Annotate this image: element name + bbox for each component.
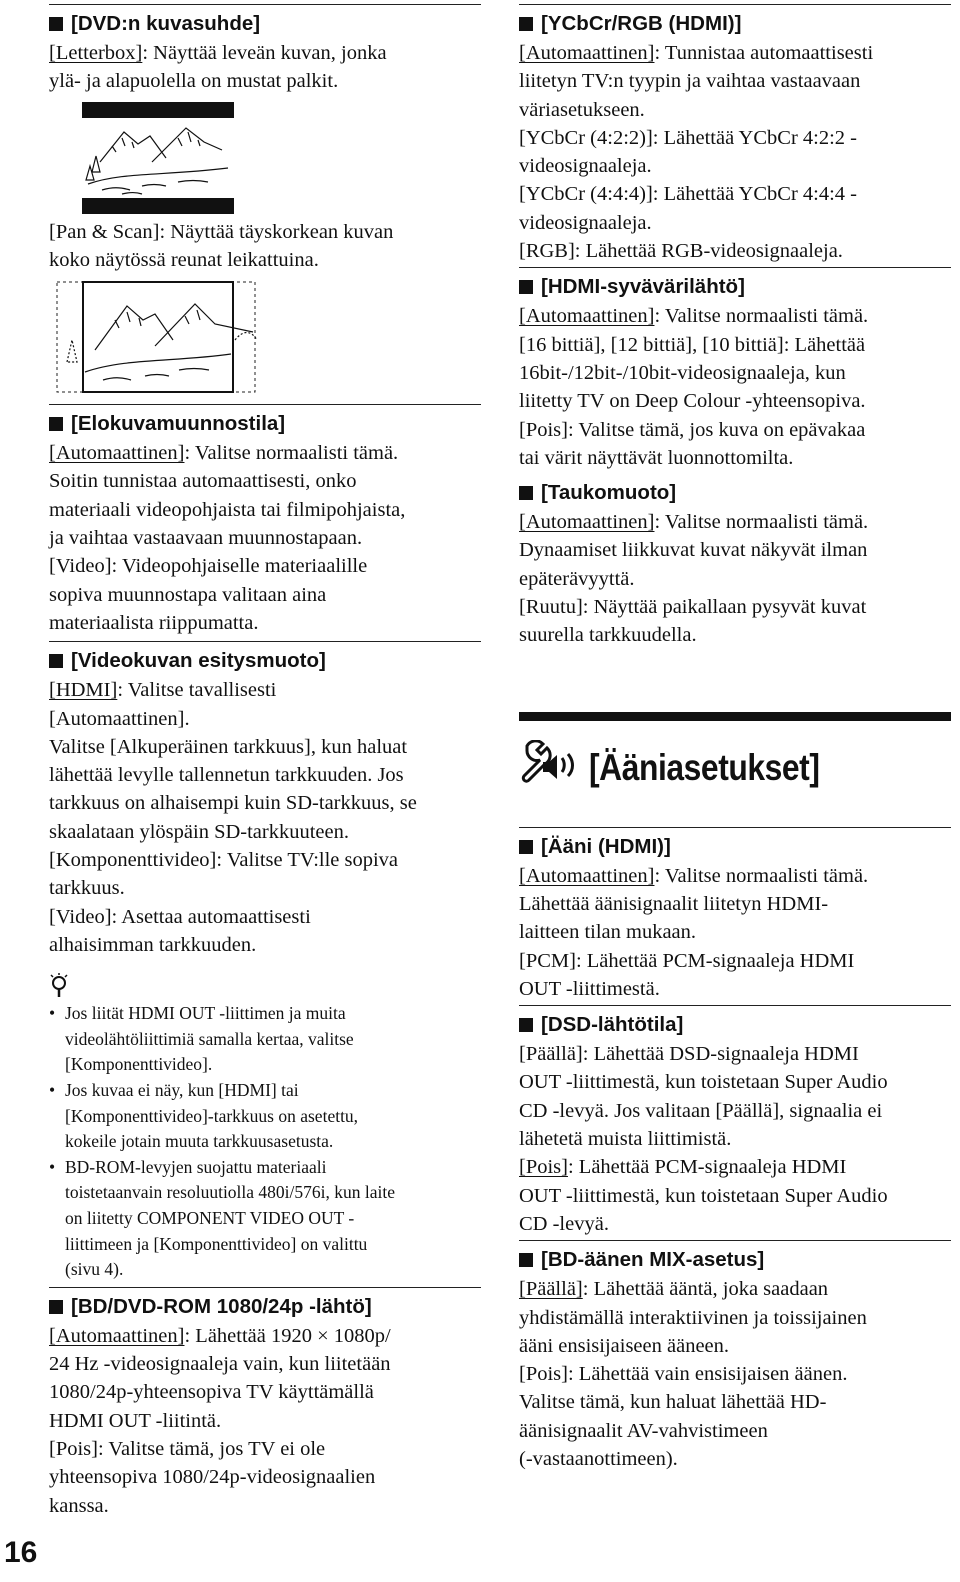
section-output-resolution	[49, 641, 481, 959]
text-line: 1080/24p-yhteensopiva TV käyttämällä	[49, 1381, 374, 1404]
text-line: [RGB]: Lähettää RGB-videosignaaleja.	[519, 240, 843, 263]
default-option: [Automaattinen]	[519, 864, 655, 887]
section-heading: [YCbCr/RGB (HDMI)]	[519, 4, 951, 39]
section-pause-mode	[519, 474, 951, 649]
text-line: ja vaihtaa vastaavaan muunnostapaan.	[49, 527, 363, 550]
text-line: koko näytössä reunat leikattuina.	[49, 248, 319, 271]
square-bullet-icon	[519, 840, 533, 854]
text-line: 16bit-/12bit-/10bit-videosignaaleja, kun	[519, 361, 846, 384]
option-line: [Automaattinen]: Valitse normaalisti tämä.	[49, 442, 399, 465]
text-line: [Ruutu]: Näyttää paikallaan pysyvät kuvat	[519, 596, 867, 619]
section-heading: [DSD-lähtötila]	[519, 1005, 951, 1040]
text-line: CD -levyä. Jos valitaan [Päällä], signaalia ei	[519, 1099, 883, 1122]
section-dsd-output	[519, 1005, 951, 1238]
text-line: epäterävyyttä.	[519, 567, 635, 590]
section-dvd-aspect	[49, 4, 481, 400]
square-bullet-icon	[49, 1300, 63, 1314]
text-line: [YCbCr (4:4:4)]: Lähettää YCbCr 4:4:4 -	[519, 183, 857, 206]
section-heading: [DVD:n kuvasuhde]	[49, 4, 481, 39]
text-line: ääni ensisijaiseen ääneen.	[519, 1334, 730, 1357]
text-line: skaalataan ylöspäin SD-tarkkuuteen.	[49, 820, 350, 843]
square-bullet-icon	[519, 17, 533, 31]
default-option: [Automaattinen]	[49, 1324, 185, 1347]
text-line: CD -levyä.	[519, 1212, 609, 1235]
option-line: [HDMI]: Valitse tavallisesti	[49, 679, 277, 702]
lightbulb-hint-icon	[49, 973, 481, 999]
text-line: alhaisimman tarkkuuden.	[49, 933, 257, 956]
section-heading: [BD-äänen MIX-asetus]	[519, 1240, 951, 1275]
default-option: [Automaattinen]	[49, 442, 185, 465]
text-line: [PCM]: Lähettää PCM-signaaleja HDMI	[519, 949, 855, 972]
text-line: tarkkuus on alhaisempi kuin SD-tarkkuus, se	[49, 792, 417, 815]
text-line: [Video]: Asettaa automaattisesti	[49, 905, 311, 928]
letterbox-illustration	[82, 102, 481, 218]
text-line: väriasetukseen.	[519, 98, 645, 121]
option-line: [Pois]: Lähettää PCM-signaaleja HDMI	[519, 1156, 847, 1179]
section-bd-audio-mix	[519, 1240, 951, 1473]
default-option: [Pois]	[519, 1156, 568, 1179]
text-line: Dynaamiset liikkuvat kuvat näkyvät ilman	[519, 539, 868, 562]
text-line: 24 Hz -videosignaaleja vain, kun liitetään	[49, 1353, 391, 1376]
text-line: [Pois]: Valitse tämä, jos TV ei ole	[49, 1437, 326, 1460]
right-column	[519, 4, 951, 1473]
left-column	[49, 4, 481, 1520]
section-heading: [BD/DVD-ROM 1080/24p -lähtö]	[49, 1287, 481, 1322]
text-line: Soitin tunnistaa automaattisesti, onko	[49, 470, 357, 493]
text-line: tai värit näyttävät luonnottomilta.	[519, 446, 794, 469]
square-bullet-icon	[519, 1018, 533, 1032]
text-line: suurella tarkkuudella.	[519, 624, 697, 647]
audio-settings-title	[519, 712, 951, 809]
text-line: sopiva muunnostapa valitaan aina	[49, 583, 327, 606]
section-heading: [Taukomuoto]	[519, 474, 951, 508]
text-line: HDMI OUT -liitintä.	[49, 1409, 222, 1432]
section-heading: [HDMI-syvävärilähtö]	[519, 267, 951, 302]
section-heading: [Elokuvamuunnostila]	[49, 404, 481, 439]
default-option: [Automaattinen]	[519, 305, 655, 328]
text-line: materiaali videopohjaista tai filmipohjaista,	[49, 498, 406, 521]
page-title: [Ääniasetukset]	[589, 746, 820, 788]
text-line: [Päällä]: Lähettää DSD-signaaleja HDMI	[519, 1043, 859, 1066]
text-line: OUT -liittimestä, kun toistetaan Super Audio	[519, 1184, 888, 1207]
text-line: lähetetä muista liittimistä.	[519, 1128, 732, 1151]
square-bullet-icon	[49, 17, 63, 31]
text-line: liitetty TV on Deep Colour -yhteensopiva.	[519, 390, 866, 413]
section-bd-1080-24p	[49, 1287, 481, 1520]
default-option: [Päällä]	[519, 1278, 583, 1301]
text-line: lähettää levylle tallennetun tarkkuuden. Jos	[49, 764, 404, 787]
text-line: tarkkuus.	[49, 877, 125, 900]
tip-item: • Jos kuvaa ei näy, kun [HDMI] tai [Komponenttivideo]-tarkkuus on asetettu, kokeile jotain muuta tarkkuusasetusta.	[49, 1080, 359, 1152]
section-audio-hdmi	[519, 827, 951, 1003]
text-line: OUT -liittimestä.	[519, 977, 660, 1000]
text-line: OUT -liittimestä, kun toistetaan Super Audio	[519, 1071, 888, 1094]
option-line: [Automaattinen]: Tunnistaa automaattisesti	[519, 42, 874, 64]
text-line: Valitse [Alkuperäinen tarkkuus], kun haluat	[49, 735, 408, 758]
text-line: Valitse tämä, kun haluat lähettää HD-	[519, 1391, 827, 1414]
text-line: [16 bittiä], [12 bittiä], [10 bittiä]: Lähettää	[519, 333, 866, 356]
text-line: (-vastaanottimeen).	[519, 1447, 678, 1470]
text-line: laitteen tilan mukaan.	[519, 921, 697, 944]
section-deep-color	[519, 267, 951, 472]
page-number: 16	[4, 1536, 38, 1569]
square-bullet-icon	[49, 654, 63, 668]
square-bullet-icon	[49, 417, 63, 431]
default-option: [Automaattinen]	[519, 42, 655, 64]
text-line: videosignaaleja.	[519, 155, 652, 178]
square-bullet-icon	[519, 280, 533, 294]
text-line: kanssa.	[49, 1494, 109, 1517]
text-line: [Video]: Videopohjaiselle materiaalille	[49, 555, 368, 578]
text-line: liitetyn TV:n tyypin ja vaihtaa vastaavaan	[519, 70, 861, 93]
text-line: äänisignaalit AV-vahvistimeen	[519, 1419, 768, 1442]
text-line: [Pan & Scan]: Näyttää täyskorkean kuvan	[49, 220, 394, 243]
tip-item: • Jos liität HDMI OUT -liittimen ja muita videolähtöliittimiä samalla kertaa, valitse [Komponenttivideo].	[49, 1003, 354, 1075]
option-line: [Automaattinen]: Valitse normaalisti tämä.	[519, 864, 869, 887]
option-line: [Automaattinen]: Lähettää 1920 × 1080p/	[49, 1324, 391, 1347]
text-line: ylä- ja alapuolella on mustat palkit.	[49, 70, 339, 93]
option-line: [Automaattinen]: Valitse normaalisti tämä.	[519, 511, 869, 534]
option-line: [Päällä]: Lähettää ääntä, joka saadaan	[519, 1278, 829, 1301]
text-line: [YCbCr (4:2:2)]: Lähettää YCbCr 4:2:2 -	[519, 126, 857, 149]
text-line: [Pois]: Valitse tämä, jos kuva on epävakaa	[519, 418, 866, 441]
section-heading: [Ääni (HDMI)]	[519, 827, 951, 862]
square-bullet-icon	[519, 486, 533, 500]
text-line: [Pois]: Lähettää vain ensisijaisen äänen.	[519, 1363, 848, 1386]
square-bullet-icon	[519, 1253, 533, 1267]
tip-item: • BD-ROM-levyjen suojattu materiaali toistetaanvain resoluutiolla 480i/576i, kun laite on liitetty COMPONENT VIDEO OUT - liittimeen ja [Komponenttivideo] on valittu (sivu 4).	[49, 1156, 396, 1280]
text-line: [Automaattinen].	[49, 707, 190, 730]
text-line: yhdistämällä interaktiivinen ja toissijainen	[519, 1306, 867, 1329]
tips-box	[49, 973, 481, 1283]
text-line: Lähettää äänisignaalit liitetyn HDMI-	[519, 892, 829, 915]
section-heading: [Videokuvan esitysmuoto]	[49, 641, 481, 676]
default-option: [HDMI]	[49, 679, 118, 702]
section-ycbcr-rgb	[519, 4, 951, 265]
option-line: [Automaattinen]: Valitse normaalisti tämä.	[519, 305, 869, 328]
default-option: [Automaattinen]	[519, 511, 655, 534]
text-line: yhteensopiva 1080/24p-videosignaalien	[49, 1466, 376, 1489]
text-line: videosignaaleja.	[519, 211, 652, 234]
section-cinema-conversion	[49, 404, 481, 637]
pan-scan-illustration	[55, 280, 481, 400]
option-line: [Letterbox]: Näyttää leveän kuvan, jonka	[49, 42, 387, 64]
text-line: [Komponenttivideo]: Valitse TV:lle sopiva	[49, 849, 399, 872]
default-option: [Letterbox]	[49, 42, 143, 64]
audio-settings-icon	[519, 740, 581, 795]
text-line: materiaalista riippumatta.	[49, 611, 259, 634]
